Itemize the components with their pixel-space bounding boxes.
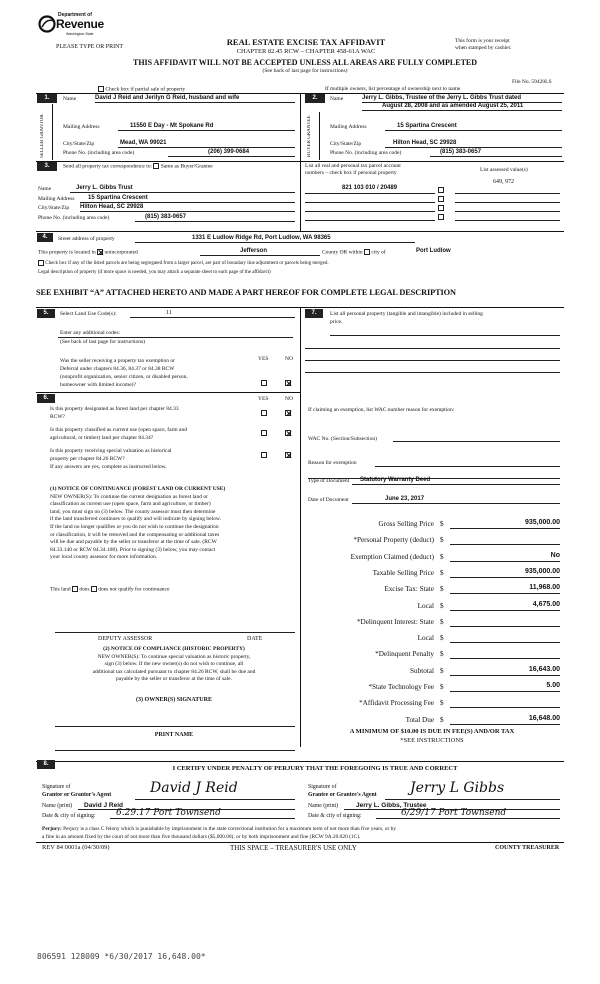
tax-corr-name[interactable]: Jerry L. Gibbs Trust bbox=[70, 185, 295, 193]
tax-row-label: Gross Selling Price bbox=[378, 520, 434, 528]
tax-row bbox=[300, 616, 564, 632]
section-6-number: 6. bbox=[37, 394, 55, 403]
seller-mail-label: Mailing Address bbox=[63, 124, 100, 130]
section-1-number: 1. bbox=[37, 94, 57, 103]
section-8-number: 8. bbox=[37, 760, 55, 769]
tax-row-value[interactable] bbox=[450, 633, 560, 643]
tax-row-dollar: $ bbox=[440, 536, 444, 545]
buyer-phone-label: Phone No. (including area code) bbox=[330, 150, 402, 156]
grantee-name-label: Name (print) bbox=[308, 803, 339, 809]
tax-row bbox=[300, 681, 564, 697]
tax-row-dollar: $ bbox=[440, 568, 444, 577]
buyer-name-label: Name bbox=[330, 96, 344, 102]
tax-row-dollar: $ bbox=[440, 715, 444, 724]
minimum-fee-note: A MINIMUM OF $10.00 IS DUE IN FEE(S) AND/OR TAX bbox=[349, 728, 515, 735]
tax-row-label: *Delinquent Penalty bbox=[375, 650, 434, 659]
tax-row-dollar: $ bbox=[440, 699, 444, 708]
see-instructions-note: *SEE INSTRUCTIONS bbox=[400, 737, 464, 744]
county-treasurer-label: COUNTY TREASURER bbox=[495, 845, 560, 851]
tax-row bbox=[300, 648, 564, 664]
buyer-mail[interactable]: 15 Spartina Crescent bbox=[385, 123, 562, 131]
segregated-row: Check box if any of the listed parcels are being segregated from a larger parcel, are part of boundary line adjustment or parcels being merged. bbox=[38, 260, 329, 267]
section-3-number: 3. bbox=[37, 162, 57, 171]
grantee-signature[interactable]: Jerry L Gibbs bbox=[410, 780, 505, 796]
seller-city[interactable]: Mead, WA 99021 bbox=[118, 140, 295, 148]
assessed-value[interactable]: 649, 972 bbox=[493, 179, 514, 185]
tax-row-label: Exemption Claimed (deduct) bbox=[350, 552, 434, 561]
tax-row-label: Local bbox=[417, 634, 434, 643]
receipt-note-1: This form is your receipt bbox=[455, 38, 510, 44]
parcel-number[interactable]: 821 103 010 / 20489 bbox=[342, 185, 398, 191]
tax-row-label: Excise Tax: State bbox=[384, 585, 434, 594]
tax-row-value[interactable]: 5.00 bbox=[450, 682, 560, 692]
seller-phone-label: Phone No. (including area code) bbox=[63, 150, 135, 156]
this-land-row: This land does does not qualify for continuance bbox=[50, 586, 170, 593]
tax-row bbox=[300, 518, 564, 534]
tax-corr-phone[interactable]: (815) 383-0657 bbox=[135, 214, 295, 222]
doc-type-label: Type of Document bbox=[308, 478, 350, 484]
form-warning: THIS AFFIDAVIT WILL NOT BE ACCEPTED UNLESS ALL AREAS ARE FULLY COMPLETED bbox=[132, 58, 478, 67]
notice-continuance: (1) NOTICE OF CONTINUANCE (FOREST LAND OR CURRENT USE) NEW OWNER(S): To continue the current designation as forest land or classification as current use (open space, farm and agriculture, or timber) land, you must sign on (3) below. The county assessor must then determine if the land transferred continues to qualify and will indicate by signing below. If the land no longer qualifies or you do not wish to continue the designation or classification, it will be removed and the compensating or additional taxes will be due and payable by the seller or transferor at the time of sale. (RCW 84.33.140 or RCW 84.34.108). Prior to signing (3) below, you may contact your local county assessor for more information. bbox=[50, 486, 226, 561]
tax-corr-mail-label: Mailing Address bbox=[38, 196, 75, 202]
tax-row bbox=[300, 665, 564, 681]
partial-sale-row: Check box if partial sale of property bbox=[98, 86, 185, 93]
revenue-logo: Department of Revenue Washington State bbox=[38, 13, 108, 41]
seller-mail[interactable]: 11550 E Day - Mt Spokane Rd bbox=[118, 123, 295, 131]
tax-corr-phone-label: Phone No. (including area code) bbox=[38, 215, 110, 221]
forest-q2-yes-checkbox[interactable] bbox=[261, 430, 267, 436]
parcel-personal-checkbox-4[interactable] bbox=[438, 214, 444, 220]
seller-name-label: Name bbox=[63, 96, 77, 102]
seller-city-label: City/State/Zip bbox=[63, 141, 95, 147]
buyer-side-label: BUYER GRANTEE bbox=[307, 115, 312, 157]
parcel-personal-checkbox-2[interactable] bbox=[438, 196, 444, 202]
exhibit-note: SEE EXHIBIT “A” ATTACHED HERETO AND MADE A PART HEREOF FOR COMPLETE LEGAL DESCRIPTION bbox=[36, 288, 456, 297]
grantee-sig-label: Signature of Grantee or Grantee's Agent bbox=[308, 784, 377, 798]
tax-row-label: *State Technology Fee bbox=[368, 683, 434, 691]
treasurer-space: THIS SPACE – TREASURER'S USE ONLY bbox=[230, 844, 357, 852]
owner-signature-label: (3) OWNER(S) SIGNATURE bbox=[136, 697, 212, 703]
tax-row-value[interactable] bbox=[450, 649, 560, 659]
tax-row-label: Taxable Selling Price bbox=[372, 568, 434, 577]
section-4-number: 4. bbox=[37, 233, 53, 242]
multiple-owners-note: If multiple owners, list percentage of ownership next to name bbox=[325, 86, 461, 92]
certify-title: I CERTIFY UNDER PENALTY OF PERJURY THAT THE FOREGOING IS TRUE AND CORRECT bbox=[172, 765, 458, 772]
tax-row bbox=[300, 632, 564, 648]
tax-row bbox=[300, 697, 564, 713]
located-row: This property is located in unincorporated bbox=[38, 249, 138, 256]
parcel-personal-checkbox-3[interactable] bbox=[438, 205, 444, 211]
tax-row-value[interactable]: 16,643.00 bbox=[450, 666, 560, 676]
does-qualify-checkbox[interactable] bbox=[72, 586, 78, 592]
tax-corr-label: Send all property tax correspondence to: Same as Buyer/Grantee bbox=[63, 163, 213, 170]
legal-desc-label: Legal description of property (if more space is needed, you may attach a separate sheet to each page of the affidavit) bbox=[38, 270, 271, 275]
parcel-personal-checkbox-1[interactable] bbox=[438, 187, 444, 193]
forest-q2-no-checkbox[interactable] bbox=[285, 430, 291, 436]
tax-row-value[interactable] bbox=[450, 698, 560, 708]
q-exempt-yes: YES bbox=[258, 356, 269, 362]
tax-row-label: *Affidavit Processing Fee bbox=[359, 699, 434, 708]
forest-yes: YES bbox=[258, 396, 269, 402]
forest-q3-no-checkbox[interactable] bbox=[285, 452, 291, 458]
section-5-number: 5. bbox=[37, 309, 55, 318]
same-as-buyer-checkbox[interactable] bbox=[153, 163, 159, 169]
q-exempt-no: NO bbox=[285, 356, 293, 362]
tax-corr-city-label: City/State/Zip bbox=[38, 205, 70, 211]
form-revision: REV 84 0001a (04/30/09) bbox=[42, 844, 110, 851]
wac-label: WAC No. (Section/Subsection) bbox=[308, 436, 377, 442]
forest-q1-no-checkbox[interactable] bbox=[285, 410, 291, 416]
land-use-label: Select Land Use Code(s): bbox=[60, 311, 117, 317]
forest-q1-yes-checkbox[interactable] bbox=[261, 410, 267, 416]
parcel-header-1: List all real and personal tax parcel account bbox=[305, 163, 401, 169]
revenue-logo-icon bbox=[38, 15, 56, 33]
assessed-header: List assessed value(s) bbox=[480, 167, 528, 173]
forest-q3-yes-checkbox[interactable] bbox=[261, 452, 267, 458]
print-name-label: PRINT NAME bbox=[154, 732, 194, 738]
grantee-date-city[interactable]: 6/29/17 Port Townsend bbox=[376, 808, 560, 819]
tax-row-dollar: $ bbox=[440, 617, 444, 626]
q-exempt-no-checkbox[interactable] bbox=[285, 380, 291, 386]
please-type-note: PLEASE TYPE OR PRINT bbox=[56, 44, 124, 50]
grantor-name-label: Name (print) bbox=[42, 803, 73, 809]
grantor-sig-label: Signature of Grantor or Grantor's Agent bbox=[42, 784, 112, 798]
tax-row-dollar: $ bbox=[440, 601, 444, 610]
grantee-name[interactable]: Jerry L. Gibbs, Trustee bbox=[344, 802, 560, 810]
seller-name[interactable]: David J Reid and Jerilyn G Reid, husband and wife bbox=[95, 95, 295, 103]
reason-label: Reason for exemption bbox=[308, 460, 357, 466]
grantor-date-city[interactable]: 6.29.17 Port Townsend bbox=[110, 808, 295, 819]
notice-compliance: (2) NOTICE OF COMPLIANCE (HISTORIC PROPERTY) NEW OWNER(S): To continue special valuation as historic property, sign (3) below. If the new owner(s) do not wish to continue, all additional tax calculated pursuant to chapter 84.26 RCW, shall be due and payable by the seller or transferor at the time of sale. bbox=[92, 646, 256, 683]
tax-row-dollar: $ bbox=[440, 552, 444, 561]
buyer-name-line-1[interactable]: Jerry L. Gibbs, Trustee of the Jerry L. Gibbs Trust dated bbox=[362, 95, 562, 103]
tax-corr-mail[interactable]: 15 Spartina Crescent bbox=[80, 195, 295, 203]
tax-row bbox=[300, 534, 564, 550]
claim-exemption-label: If claiming an exemption, list WAC number reason for exemption: bbox=[308, 407, 455, 413]
tax-row-label: *Delinquent Interest: State bbox=[356, 617, 434, 626]
q-exempt-yes-checkbox[interactable] bbox=[261, 380, 267, 386]
tax-row-dollar: $ bbox=[440, 585, 444, 594]
tax-row-value[interactable] bbox=[450, 617, 560, 627]
tax-row bbox=[300, 551, 564, 567]
grantor-signature[interactable]: David J Reid bbox=[150, 780, 238, 796]
does-not-qualify-checkbox[interactable] bbox=[91, 586, 97, 592]
tax-row-label: Subtotal bbox=[410, 666, 434, 675]
tax-row-value[interactable]: 4,675.00 bbox=[450, 601, 560, 611]
property-county[interactable]: Jefferson bbox=[200, 248, 320, 256]
buyer-city-label: City/State/Zip bbox=[330, 141, 362, 147]
perjury-statement: Perjury: Perjury is a class C felony which is punishable by imprisonment in the state correctional institution for a maximum term of not more than five years, or by a fine in an amount fixed by the court of not more than five thousand dollars ($5,000.00), or by both imprisonment and fine (RCW 9A.20.020 (1C). bbox=[42, 826, 397, 840]
doc-type[interactable]: Statutory Warranty Deed bbox=[352, 477, 560, 485]
file-number: File No. 59420LS bbox=[512, 79, 552, 85]
tax-row-dollar: $ bbox=[440, 666, 444, 675]
tax-row-value[interactable]: No bbox=[450, 552, 560, 562]
tax-row-value[interactable]: 935,000.00 bbox=[450, 519, 560, 529]
seller-side-label: SELLER GRANTOR bbox=[40, 114, 45, 158]
deputy-date-label: DATE bbox=[247, 636, 263, 642]
section-7-number: 7. bbox=[305, 309, 323, 318]
tax-corr-name-label: Name bbox=[38, 186, 52, 192]
tax-row-label: Local bbox=[417, 601, 434, 610]
tax-row-dollar: $ bbox=[440, 520, 444, 528]
buyer-mail-label: Mailing Address bbox=[330, 124, 367, 130]
tax-row bbox=[300, 600, 564, 616]
tax-row bbox=[300, 583, 564, 599]
forest-q2: Is this property classified as current use (open space, farm and agricultural, or timber) land per chapter 84.34? bbox=[50, 427, 187, 441]
form-chapter: CHAPTER 82.45 RCW – CHAPTER 458-61A WAC bbox=[236, 48, 376, 55]
section-2-number: 2. bbox=[305, 94, 325, 103]
seller-phone[interactable]: (206) 399-0684 bbox=[168, 149, 295, 157]
forest-q1: Is this property designated as forest land per chapter 84.33 RCW? bbox=[50, 406, 179, 420]
doc-date-label: Date of Document bbox=[308, 497, 349, 503]
form-title: REAL ESTATE EXCISE TAX AFFIDAVIT bbox=[226, 37, 386, 47]
property-city[interactable]: Port Ludlow bbox=[416, 248, 451, 254]
land-use-code[interactable]: 11 bbox=[130, 310, 295, 318]
grantor-name[interactable]: David J Reid bbox=[78, 802, 295, 810]
segregated-checkbox[interactable] bbox=[38, 260, 44, 266]
grantee-date-label: Date & city of signing: bbox=[308, 813, 362, 819]
deputy-assessor-label: DEPUTY ASSESSOR bbox=[98, 636, 153, 642]
tax-row-dollar: $ bbox=[440, 634, 444, 643]
tax-corr-city[interactable]: Hilton Head, SC 29928 bbox=[80, 204, 295, 212]
additional-codes-label: Enter any additional codes: bbox=[60, 330, 121, 336]
tax-row-dollar: $ bbox=[440, 683, 444, 691]
partial-sale-checkbox[interactable] bbox=[98, 86, 104, 92]
doc-date[interactable]: June 23, 2017 bbox=[352, 496, 560, 504]
personal-property-label: List all personal property (tangible and intangible) included in selling price. bbox=[330, 311, 483, 325]
city-of-checkbox[interactable] bbox=[364, 249, 370, 255]
tax-row-dollar: $ bbox=[440, 650, 444, 659]
cashier-stamp: 806591 128009 *6/30/2017 16,648.00* bbox=[37, 952, 206, 961]
tax-row-label: Total Due bbox=[405, 715, 434, 724]
q-exempt-text: Was the seller receiving a property tax exemption or Deferral under chapters 84.36, 84.37 or 84.38 RCW (nonprofit organization, senior citizen, or disabled person, homeowner with limited income)? bbox=[60, 358, 188, 388]
tax-row-label: *Personal Property (deduct) bbox=[353, 536, 434, 545]
parcel-header-2: numbers – check box if personal property bbox=[305, 170, 397, 176]
forest-no: NO bbox=[285, 396, 293, 402]
tax-row bbox=[300, 567, 564, 583]
tax-row-value[interactable]: 11,968.00 bbox=[450, 584, 560, 594]
street-label: Street address of property bbox=[58, 236, 115, 242]
additional-codes-note: (See back of last page for instructions) bbox=[60, 339, 145, 345]
tax-row-value[interactable] bbox=[450, 535, 560, 545]
forest-q3: Is this property receiving special valuation as historical property per chapter 84.26 RCW? If any answers are yes, complete as instructed below. bbox=[50, 448, 172, 470]
see-back-note: (See back of last page for instructions) bbox=[262, 68, 348, 74]
buyer-city[interactable]: Hilton Head, SC 29928 bbox=[385, 140, 562, 148]
tax-row-value[interactable]: 935,000.00 bbox=[450, 568, 560, 578]
buyer-phone[interactable]: (815) 383-0657 bbox=[430, 149, 562, 157]
grantor-date-label: Date & city of signing: bbox=[42, 813, 96, 819]
tax-row-value[interactable]: 16,648.00 bbox=[450, 715, 560, 725]
county-or-within-row: County OR within city of bbox=[322, 249, 386, 256]
property-street[interactable]: 1331 E Ludlow Ridge Rd, Port Ludlow, WA 98365 bbox=[135, 235, 415, 243]
receipt-note-2: when stamped by cashier. bbox=[455, 45, 512, 51]
unincorporated-checkbox[interactable] bbox=[97, 249, 103, 255]
buyer-name-line-2[interactable]: August 28, 2008 and as amended August 25, 2011 bbox=[362, 103, 562, 111]
